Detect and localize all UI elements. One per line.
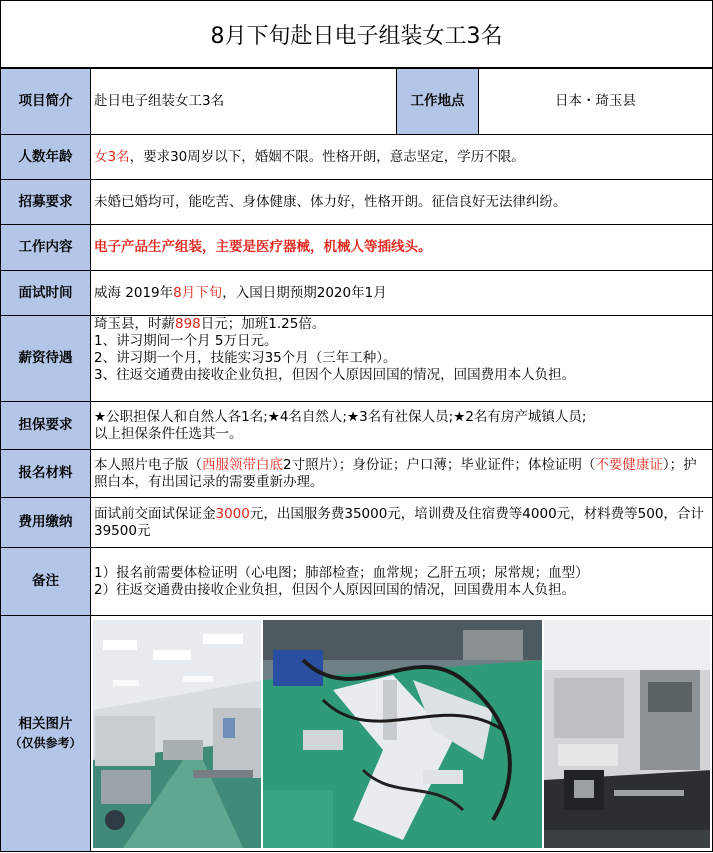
interview-text-a: 威海 2019年 [94,284,174,301]
count-text: ，要求30周岁以下，婚姻不限。性格开朗，意志坚定，学历不限。 [129,148,525,165]
value-notes [91,548,713,616]
value-work: 电子产品生产组装，主要是医疗器械，机械人等插线头。 [91,225,713,271]
materials-text-a: 本人照片电子版（ [94,456,202,473]
salary-line-4: 3、往返交通费由接收企业负担，但因个人原因回国的情况，回国费用本人负担。 [94,367,576,383]
interview-highlight: 8月下旬 [173,284,223,301]
label-project: 项目简介 [1,69,91,135]
value-salary [91,316,713,402]
salary-line-1 [94,316,709,333]
value-guarantee [91,402,713,450]
fees-text-a: 面试前交面试保证金 [94,505,216,522]
row-project [1,69,713,135]
row-interview [1,271,713,316]
label-location: 工作地点 [397,69,479,135]
salary-highlight: 898 [175,316,201,332]
row-notes [1,548,713,616]
value-recruit: 未婚已婚均可，能吃苦、身体健康、体力好，性格开朗。征信良好无法律纠纷。 [91,180,713,225]
value-count [91,135,713,180]
fees-highlight: 3000 [215,505,250,522]
materials-text-c: ）；护照白本，有出国记录的需要重新办理。 [94,456,697,490]
label-guarantee: 担保要求 [1,402,91,450]
notes-line-2: 2）往返交通费由接收企业负担，但因个人原因回国的情况，回国费用本人负担。 [94,581,576,598]
job-info-table [0,68,713,852]
label-materials: 报名材料 [1,450,91,498]
row-salary [1,316,713,402]
fees-text-b: 元，出国服务费35000元，培训费及住宿费等4000元，材料费等500，合计39500元 [94,505,704,539]
photos-cell [91,616,713,852]
interview-text-b: ，入国日期预期2020年1月 [222,284,387,301]
label-work: 工作内容 [1,225,91,271]
robot-arm-photo [263,620,542,848]
row-photos [1,616,713,852]
label-notes: 备注 [1,548,91,616]
count-highlight: 女3名 [94,148,130,165]
row-fees [1,498,713,548]
row-guarantee [1,402,713,450]
guarantee-line-1: ★公职担保人和自然人各1名;★4名自然人;★3名有社保人员;★2名有房产城镇人员; [94,408,587,425]
salary-text-b: 日元；加班1.25倍。 [200,316,326,332]
materials-highlight-1: 西服领带白底 [202,456,283,473]
salary-line-3: 2、讲习期一个月，技能实习35个月（三年工种）。 [94,350,397,366]
materials-highlight-2: 不要健康证 [595,456,663,473]
value-location: 日本・琦玉县 [479,69,713,135]
workshop-photo [544,620,710,848]
salary-line-2: 1、讲习期间一个月 5万日元。 [94,333,278,349]
photos-subtitle: （仅供参考） [9,735,82,750]
document-title: 8月下旬赴日电子组装女工3名 [0,0,713,68]
label-photos [1,616,91,852]
label-fees: 费用缴纳 [1,498,91,548]
label-count: 人数年龄 [1,135,91,180]
value-project: 赴日电子组装女工3名 [91,69,397,135]
label-salary: 薪资待遇 [1,316,91,402]
salary-text-a: 琦玉县，时薪 [94,316,175,332]
row-count [1,135,713,180]
label-interview: 面试时间 [1,271,91,316]
photo-strip [93,620,710,848]
notes-line-1: 1）报名前需要体检证明（心电图；肺部检查；血常规；乙肝五项；尿常规；血型） [94,564,589,581]
row-recruit [1,180,713,225]
value-materials [91,450,713,498]
materials-text-b: 2寸照片）；身份证；户口薄；毕业证件；体检证明（ [283,456,596,473]
row-materials [1,450,713,498]
value-interview [91,271,713,316]
value-fees [91,498,713,548]
label-recruit: 招募要求 [1,180,91,225]
guarantee-line-2: 以上担保条件任选其一。 [94,425,243,442]
photos-title: 相关图片 [18,715,73,732]
factory-photo [93,620,261,848]
row-work [1,225,713,271]
